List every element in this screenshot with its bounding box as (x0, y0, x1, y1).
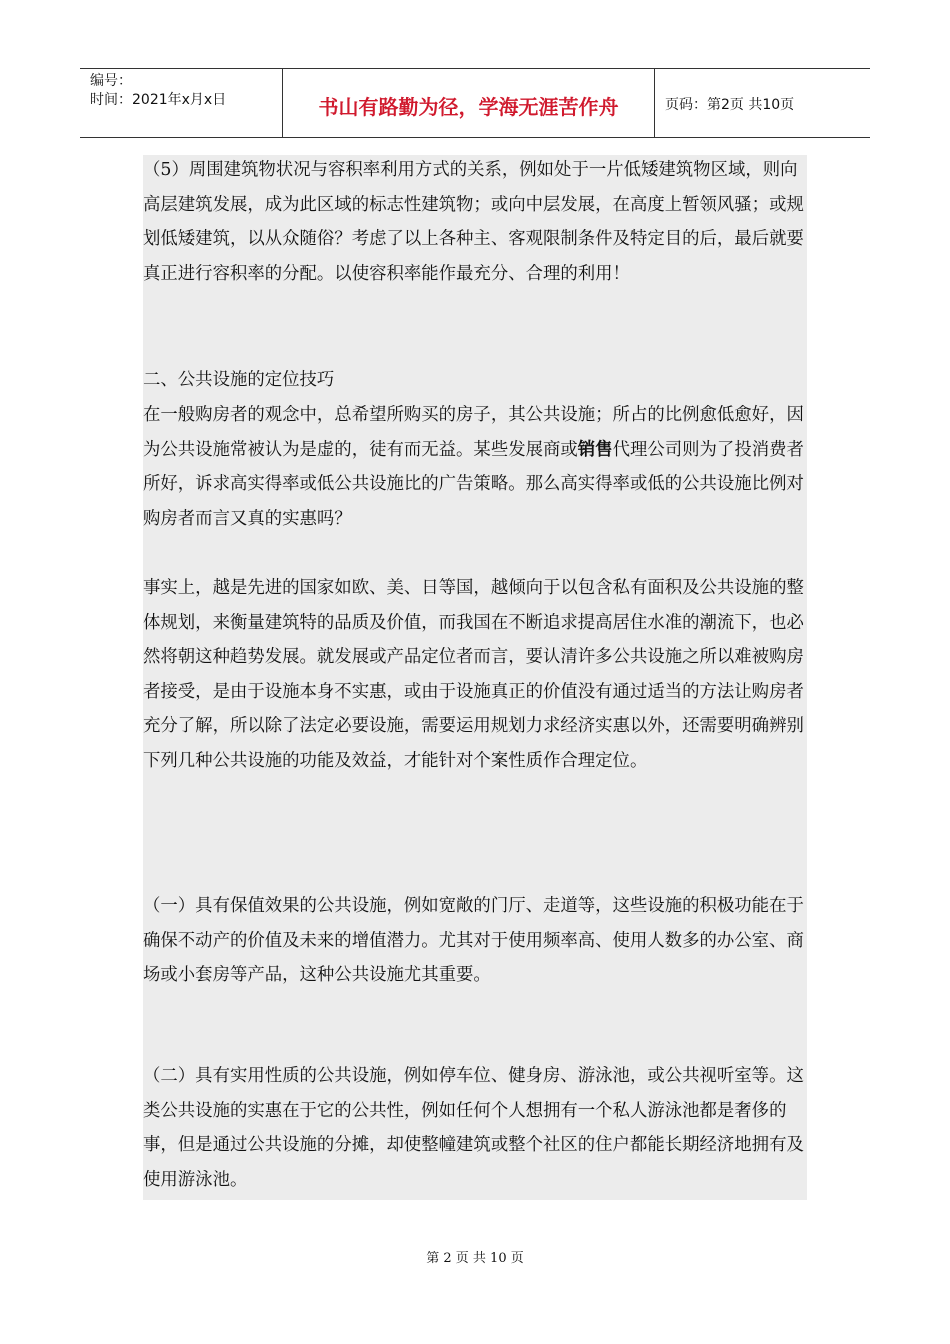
header-motto: 书山有路勤为径，学海无涯苦作舟 (283, 69, 655, 137)
paragraph-intro (143, 398, 807, 536)
document-number: 编号： (90, 73, 132, 89)
paragraph-5: （5）周围建筑物状况与容积率利用方式的关系，例如处于一片低矮建筑物区域，则向高层建筑发展，成为此区域的标志性建筑物；或向中层发展，在高度上暂领风骚；或规划低矮建筑，以从众随俗？考虑了以上各种主、客观限制条件及特定目的后，最后就要真正进行容积率的分配。以使容积率能作最充分、合理的利用！ (143, 160, 804, 284)
paragraph-item-2: （二）具有实用性质的公共设施，例如停车位、健身房、游泳池，或公共视听室等。这类公共设施的实惠在于它的公共性，例如任何个人想拥有一个私人游泳池都是奢侈的事，但是通过公共设施的分摊，却使整幢建筑或整个社区的住户都能长期经济地拥有及使用游泳池。 (143, 1066, 804, 1190)
paragraph-fact: 事实上，越是先进的国家如欧、美、日等国，越倾向于以包含私有面积及公共设施的整体规划，来衡量建筑特的品质及价值，而我国在不断追求提高居住水准的潮流下，也必然将朝这种趋势发展。就发展或产品定位者而言，要认清许多公共设施之所以难被购房者接受，是由于设施本身不实惠，或由于设施真正的价值没有通过适当的方法让购房者充分了解，所以除了法定必要设施，需要运用规划力求经济实惠以外，还需要明确辨别下列几种公共设施的功能及效益，才能针对个案性质作合理定位。 (143, 578, 804, 771)
document-date: 时间：2021年x月x日 (90, 92, 227, 108)
paragraph-intro-text-a: 在一般购房者的观念中，总希望所购买的房子，其公共设施；所占的比例愈低愈好，因为公共设施常被认为是虚的，徒有而无益。某些发展商或 (143, 405, 804, 460)
page-footer: 第 2 页 共 10 页 (426, 1251, 524, 1266)
page-header (80, 68, 870, 138)
bold-term: 销售 (577, 439, 613, 460)
header-meta (80, 69, 283, 137)
header-page-info: 页码：第2页 共10页 (665, 97, 795, 113)
paragraph-item-1: （一）具有保值效果的公共设施，例如宽敞的门厅、走道等，这些设施的积极功能在于确保不动产的价值及未来的增值潜力。尤其对于使用频率高、使用人数多的办公室、商场或小套房等产品，这种公共设施尤其重要。 (143, 896, 804, 985)
paragraph-intro-text-b: 代理公司则为了投消费者所好，诉求高实得率或低公共设施比的广告策略。那么高实得率或低的公共设施比例对购房者而言又真的实惠吗？ (143, 439, 804, 529)
section-heading: 二、公共设施的定位技巧 (143, 370, 335, 390)
